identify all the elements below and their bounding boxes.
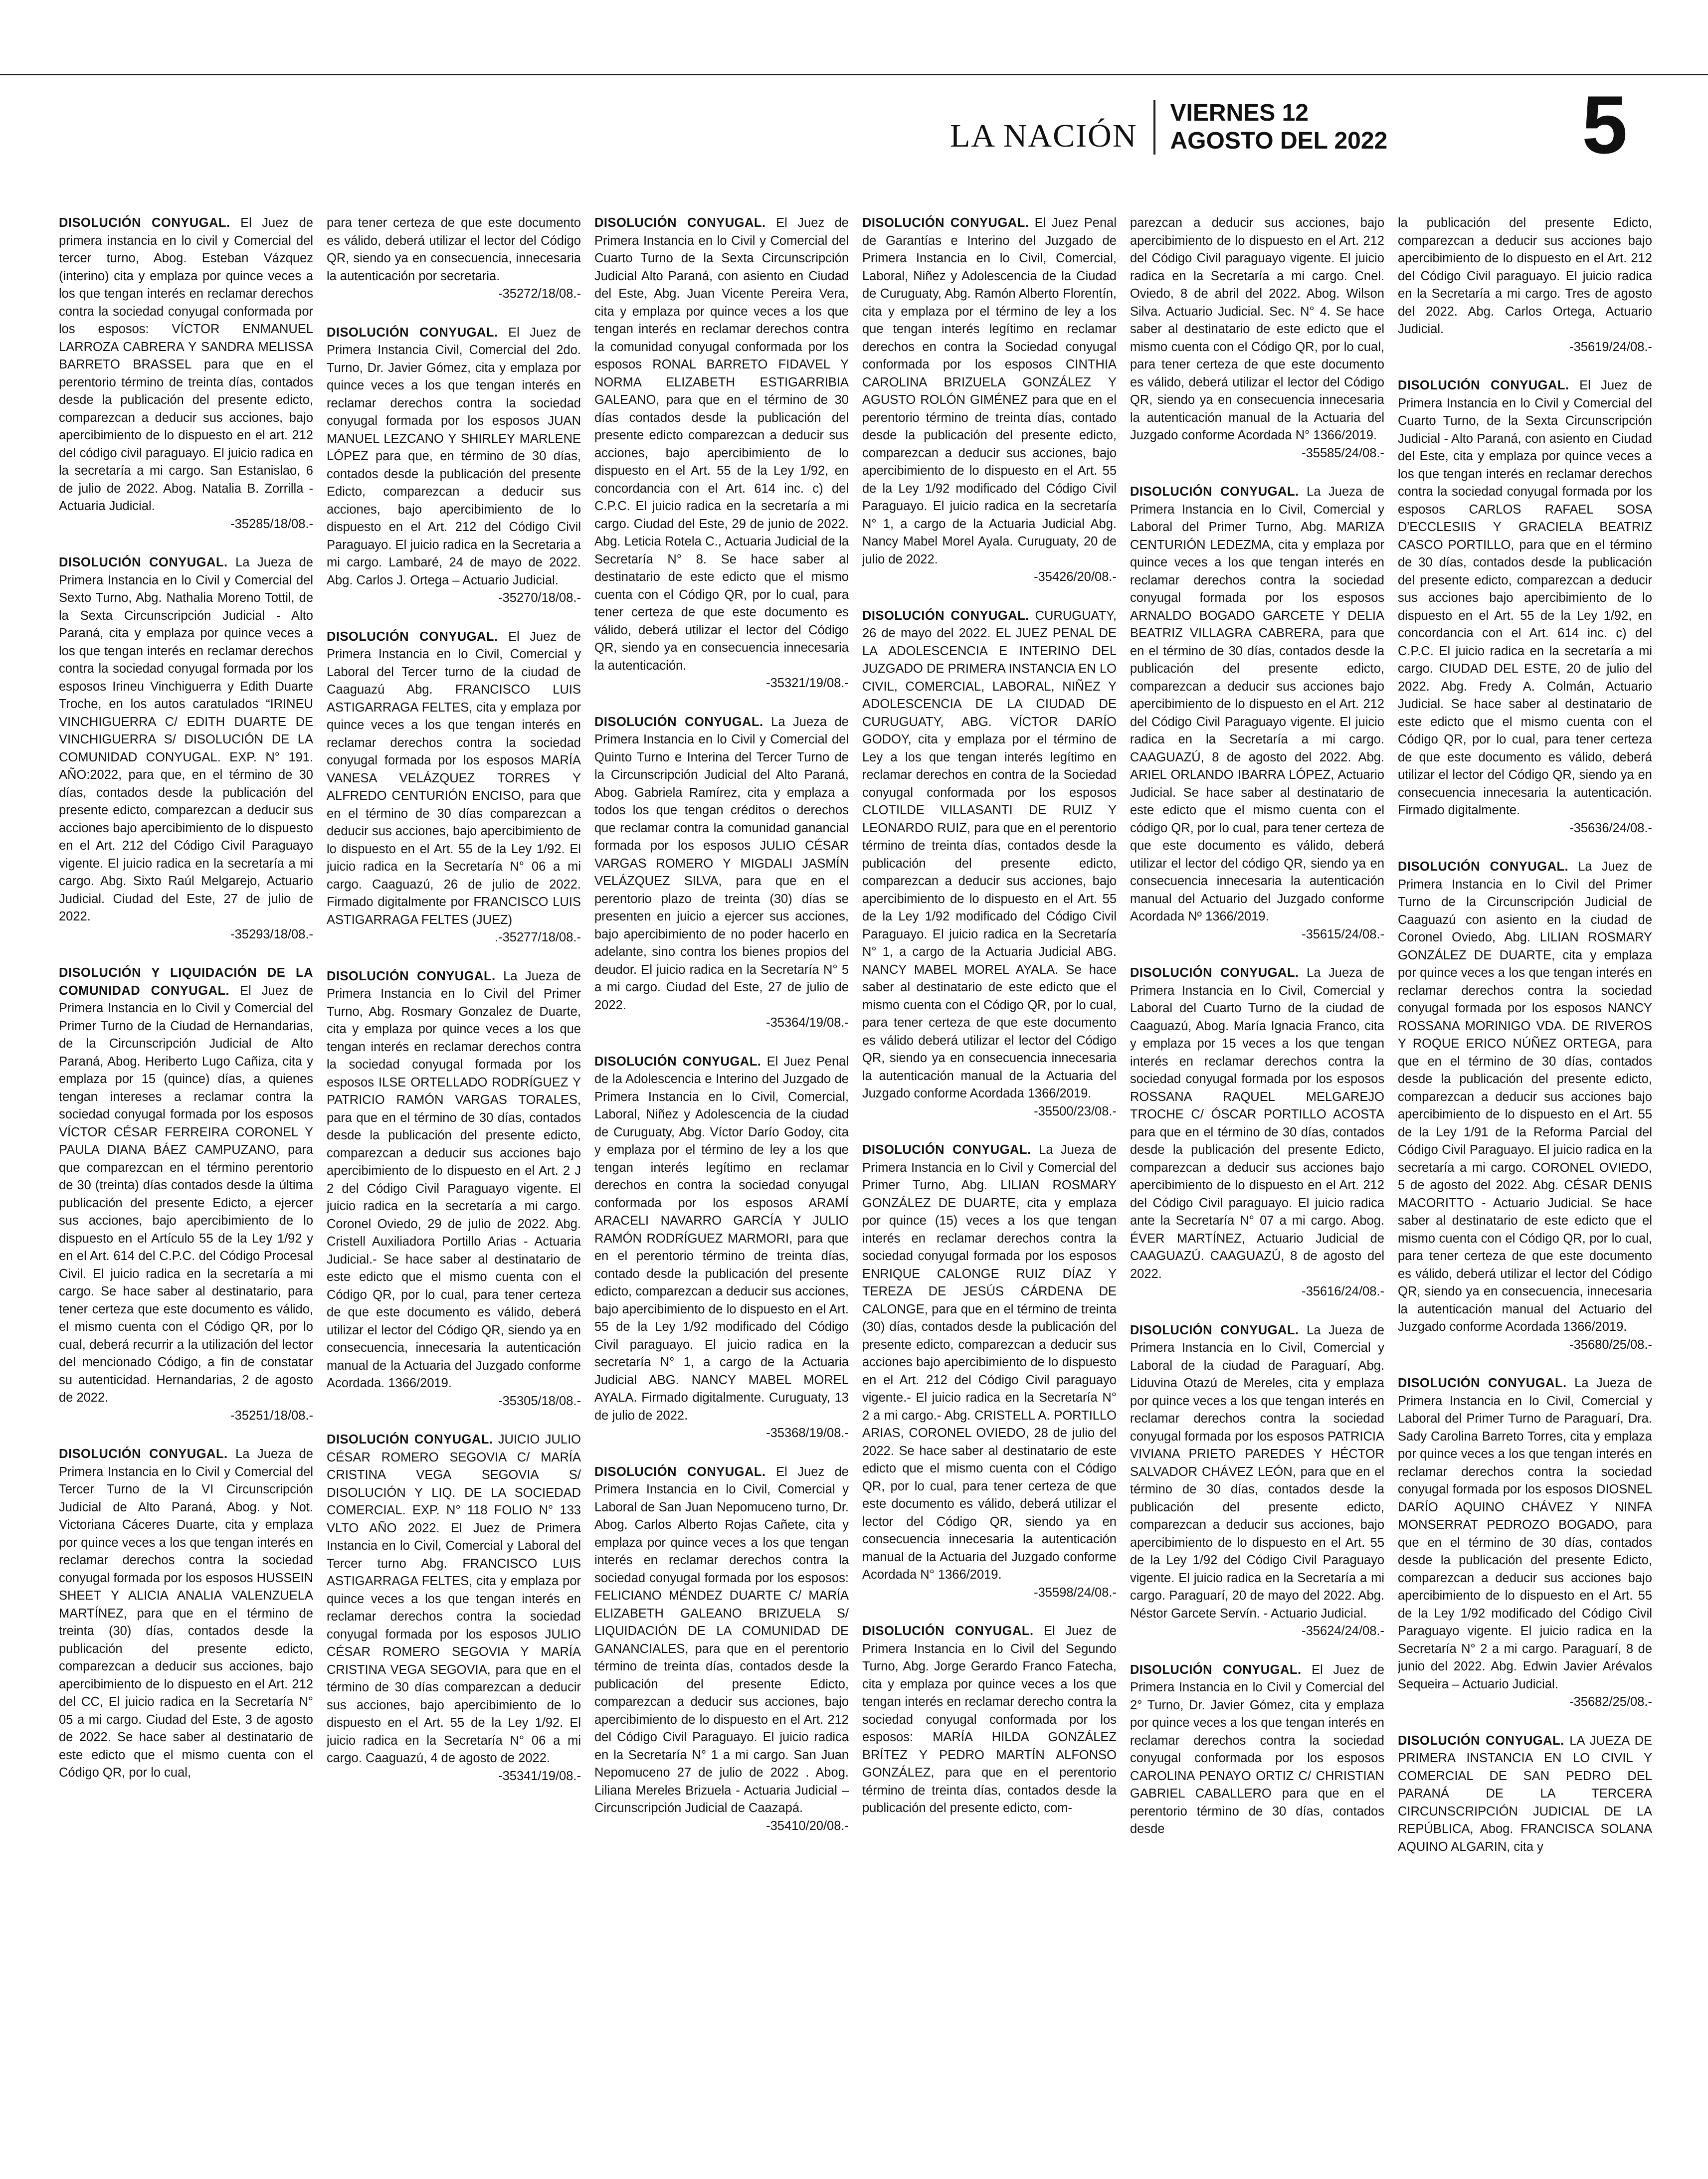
- newspaper-logo: LA NACIÓN: [950, 118, 1138, 154]
- notice-body: La Jueza de Primera Instancia en lo Civil, Comercial y Laboral del Primer Turno de Paraguarí, Dra. Sady Carolina Barreto Torres, cita y emplaza por quince veces a los que tengan interés en reclamar derechos contra la sociedad conyugal formada por los esposos DIOSNEL DARÍO AQUINO CHÁVEZ Y NINFA MONSERRAT PEDROZO BOGADO, para que en el término de 30 días, contados desde la publicación del presente Edicto, comparezcan a deducir sus acciones bajo apercibimiento de lo dispuesto en el Art. 55 de la Ley 1/92 modificado del Código Civil Paraguayo vigente. El juicio radica en la Secretaría N° 2 a mi cargo. Paraguarí, 8 de junio del 2022. Abg. Edwin Javier Arévalos Sequeira – Actuario Judicial.: [1398, 1376, 1652, 1691]
- column-4: [862, 214, 1117, 2159]
- column-1: [59, 214, 313, 2159]
- notice-body: La Jueza de Primera Instancia en lo Civil, Comercial y Laboral del Primer Turno, Abg. MARIZA CENTURIÓN LEDEZMA, cita y emplaza por quince veces a los que tengan interés en reclamar derechos contra la sociedad conyugal formada por los esposos ARNALDO BOGADO GARCETE Y DELIA BEATRIZ VILLAGRA CABRERA, para que en el término de 30 días, contados desde la publicación del presente edicto, comparezcan a deducir sus acciones bajo apercibimiento de lo dispuesto en el Art. 212 del Código Civil Paraguayo vigente. El juicio radica en la Secretaría a mi cargo. CAAGUAZÚ, 8 de agosto del 2022. Abg. ARIEL ORLANDO IBARRA LÓPEZ, Actuario Judicial. Se hace saber al destinatario de este edicto que el mismo cuenta con el código QR, por lo cual, para tener certeza de que este documento es válido, deberá utilizar el lector del código QR, siendo ya en consecuencia innecesaria la autenticación manual del Actuario del Juzgado conforme Acordada Nº 1366/2019.: [1130, 485, 1384, 923]
- notice-heading: DISOLUCIÓN CONYUGAL.: [594, 1464, 766, 1479]
- issue-date: [1170, 99, 1388, 155]
- column-5: [1130, 214, 1384, 2159]
- notice-heading: DISOLUCIÓN CONYUGAL.: [327, 325, 498, 340]
- notice-body: El Juez de primera instancia en lo civil y Comercial del tercer turno, Abog. Esteban Vázquez (interino) cita y emplaza por quince veces a los que tengan interés en reclamar derechos contra la sociedad conyugal conformada por los esposos: VÍCTOR ENMANUEL LARROZA CABRERA Y SANDRA MELISSA BARRETO BRASSEL para que en el perentorio término de treinta días, contados desde la publicación del presente edicto, comparezcan a deducir sus acciones, bajo apercibimiento de lo dispuesto en el art. 212 del código civil paraguayo. El juicio radica en la secretaría a mi cargo. San Estanislao, 6 de julio de 2022. Abog. Natalia B. Zorrilla - Actuaria Judicial.: [59, 216, 313, 513]
- notice-heading: DISOLUCIÓN CONYUGAL.: [1398, 1733, 1564, 1748]
- legal-notice: [1130, 1322, 1384, 1640]
- notice-reference: -35305/18/08.-: [498, 1394, 581, 1408]
- notice-body: El Juez de Primera Instancia en lo Civil y Comercial del 2° Turno, Dr. Javier Gómez, cita y emplaza por quince veces a los que tengan interés en reclamar derechos contra la sociedad conyugal conformada por los esposos CAROLINA PENAYO ORTIZ C/ CHRISTIAN GABRIEL CABALLERO para que en el perentorio término de 30 días, contados desde: [1130, 1662, 1384, 1836]
- legal-notice: [59, 1446, 313, 1782]
- notice-heading: DISOLUCIÓN CONYUGAL.: [59, 555, 228, 569]
- notice-body: La Jueza de Primera Instancia en lo Civil, Comercial y Laboral de la ciudad de Paraguarí, Abg. Liduvina Otazú de Mereles, cita y emplaza por quince veces a los que tengan interés en reclamar derechos contra la sociedad conyugal formada por los esposos PATRICIA VIVIANA PRIETO PAREDES Y HÉCTOR SALVADOR CHÁVEZ LEÓN, para que en el término de 30 días, contados desde la publicación del presente edicto, comparezcan a deducir sus acciones, bajo apercibimiento de lo dispuesto en el Art. 55 de la Ley 1/92 del Código Civil Paraguayo vigente. El juicio radica en la Secretaría a mi cargo. Paraguarí, 20 de mayo del 2022. Abg. Néstor Garcete Servín. - Actuario Judicial.: [1130, 1323, 1384, 1621]
- issue-date-line2: AGOSTO DEL 2022: [1170, 128, 1388, 154]
- notice-heading: DISOLUCIÓN CONYUGAL.: [862, 608, 1029, 623]
- notice-body: la publicación del presente Edicto, comparezcan a deducir sus acciones bajo apercibimiento de lo dispuesto en el Art. 212 del Código Civil paraguayo. El juicio radica en la Secretaría a mi cargo. Tres de agosto del 2022. Abg. Carlos Ortega, Actuario Judicial.: [1398, 216, 1652, 336]
- legal-notice: [327, 628, 581, 947]
- notice-body: El Juez de Primera Instancia en lo Civil y Comercial del Cuarto Turno, de la Sexta Circunscripción Judicial - Alto Paraná, con asiento en Ciudad del Este, cita y emplaza por quince veces a los que tengan interés en reclamar derechos contra la sociedad conyugal formada por los esposos CARLOS RAFAEL SOSA D'ECCLESIIS Y GRACIELA BEATRIZ CASCO PORTILLO, para que en el término de 30 días, contados desde la publicación del presente edicto, comparezcan a deducir sus acciones bajo apercibimiento de lo dispuesto en el Art. 55 de la Ley 1/92, en concordancia con el Art. 614 inc. c) del C.P.C. El juicio radica en la secretaría a mi cargo. CIUDAD DEL ESTE, 20 de julio del 2022. Abg. Fredy A. Colmán, Actuario Judicial. Se hace saber al destinatario de este edicto que el mismo cuenta con el Código QR, por lo cual, para tener certeza de que este documento es válido, deberá utilizar el lector del Código QR, siendo ya en consecuencia innecesaria la autenticación. Firmado digitalmente.: [1398, 378, 1652, 817]
- notice-reference: -35680/25/08.-: [1569, 1337, 1652, 1352]
- notice-heading: DISOLUCIÓN CONYUGAL.: [327, 1433, 493, 1447]
- legal-notice: [594, 1053, 849, 1443]
- notice-heading: DISOLUCIÓN CONYUGAL.: [1398, 378, 1569, 392]
- notice-heading: DISOLUCIÓN CONYUGAL.: [1398, 860, 1569, 874]
- notice-reference: -35636/24/08.-: [1569, 821, 1652, 835]
- notice-heading: DISOLUCIÓN CONYUGAL.: [862, 1624, 1034, 1638]
- notice-body: La Jueza de Primera Instancia en lo Civil, Comercial y Laboral del Cuarto Turno de la ciudad de Caaguazú, Abog. María Ignacia Franco, cita y emplaza por 15 veces a los que tengan interés en reclamar derechos contra la sociedad conyugal formada por los esposos ROSSANA RAQUEL MELGAREJO TROCHE C/ ÓSCAR PORTILLO ACOSTA para que en el término de 30 días, contados desde la publicación del presente Edicto, comparezcan a deducir sus acciones bajo apercibimiento de lo dispuesto en el Art. 212 del Código Civil paraguayo. El juicio radica ante la Secretaría N° 07 a mi cargo. Abog. ÉVER MARTÍNEZ, Actuario Judicial de CAAGUAZÚ. CAAGUAZÚ, 8 de agosto del 2022.: [1130, 966, 1384, 1281]
- page-number: 5: [1582, 79, 1628, 171]
- legal-notice: [862, 1141, 1117, 1602]
- notice-reference: -35682/25/08.-: [1569, 1695, 1652, 1709]
- notice-heading: DISOLUCIÓN CONYUGAL.: [594, 1054, 761, 1069]
- notice-body: parezcan a deducir sus acciones, bajo apercibimiento de lo dispuesto en el Art. 212 del Código Civil paraguayo vigente. El juicio radica en la Secretaría a mi cargo. Cnel. Oviedo, 8 de abril del 2022. Abog. Wilson Silva. Actuario Judicial. Sec. N° 4. Se hace saber al destinatario de este edicto que el mismo cuenta con el Código QR, por lo cual, para tener certeza de que este documento es válido, deberá utilizar el lector del Código QR, siendo ya en consecuencia innecesaria la autenticación manual de la Actuaria del Juzgado conforme Acordada N° 1366/2019.: [1130, 216, 1384, 442]
- column-2: [327, 214, 581, 2159]
- notice-body: La Jueza de Primera Instancia en lo Civil y Comercial del Primer Turno, Abg. LILIAN ROSMARY GONZÁLEZ DE DUARTE, cita y emplaza por quince (15) veces a los que tengan interés en reclamar derechos contra la sociedad conyugal formada por los esposos ENRIQUE CALONGE RUIZ DÍAZ Y TEREZA DE JESÚS CÁRDENA DE CALONGE, para que en el término de treinta (30) días, contados desde la publicación del presente edicto, comparezcan a deducir sus acciones bajo apercibimiento de lo dispuesto en el Art. 212 del Código Civil paraguayo vigente.- El juicio radica en la Secretaría N° 2 a mi cargo.- Abg. CRISTELL A. PORTILLO ARIAS, CORONEL OVIEDO, 28 de julio del 2022. Se hace saber al destinatario de este edicto que el mismo cuenta con el Código QR, por lo cual, para tener certeza de que este documento es válido, deberá utilizar el lector del Código QR, siendo ya en consecuencia innecesaria la autenticación manual de la Actuaria del Juzgado conforme Acordada N° 1366/2019.: [862, 1143, 1117, 1582]
- notice-reference: -35598/24/08.-: [1034, 1585, 1117, 1600]
- notice-heading: DISOLUCIÓN CONYUGAL.: [862, 1143, 1031, 1157]
- notice-reference: -35616/24/08.-: [1302, 1284, 1384, 1298]
- legal-notice: [594, 214, 849, 693]
- legal-notice: [1398, 214, 1652, 356]
- notice-reference: -35272/18/08.-: [498, 287, 581, 301]
- legal-notice: [1398, 377, 1652, 837]
- notice-body: El Juez de Primera Instancia en lo Civil y Comercial del Primer Turno de la Ciudad de Hernandarias, de la Circunscripción Judicial de Alto Paraná, Abog. Heriberto Lugo Cañiza, cita y emplaza por 15 (quince) días, a quienes tengan intereses a reclamar contra la sociedad conyugal formada por los esposos VÍCTOR CÉSAR FERREIRA CORONEL Y PAULA DIANA BÁEZ CAMPUZANO, para que comparezcan en el término perentorio de 30 (treinta) días contados desde la última publicación del presente Edicto, a ejercer sus acciones, bajo apercibimiento de lo dispuesto en el Artículo 55 de la Ley 1/92 y en el Art. 614 del C.P.C. del Código Procesal Civil. El juicio radica en la secretaría a mi cargo. Se hace saber al destinatario, para tener certeza que este documento es válido, el mismo cuenta con el Código QR, por lo cual, deberá recurrir a la utilización del lector del mencionado Código, a fin de constatar su autenticidad. Hernandarias, 2 de agosto de 2022.: [59, 983, 313, 1405]
- notice-body: El Juez de Primera Instancia en lo Civil, Comercial y Laboral del Tercer turno de la ciudad de Caaguazú Abg. FRANCISCO LUIS ASTIGARRAGA FELTES, cita y emplaza por quince veces a los que tengan interés en reclamar derechos contra la sociedad conyugal formada por los esposos MARÍA VANESA VELÁZQUEZ TORRES Y ALFREDO CENTURIÓN ENCISO, para que en el término de 30 días comparezcan a deducir sus acciones, bajo apercibimiento de lo dispuesto en el Art. 55 de la Ley 1/92. El juicio radica en la Secretaría N° 06 a mi cargo. Caaguazú, 26 de julio de 2022. Firmado digitalmente por FRANCISCO LUIS ASTIGARRAGA FELTES (JUEZ): [327, 629, 581, 927]
- legal-notice: [594, 714, 849, 1032]
- notice-body: El Juez de Primera Instancia en lo Civil y Comercial del Cuarto Turno de la Sexta Circunscripción Judicial Alto Paraná, con asiento en Ciudad del Este, Abg. Juan Vicente Pereira Vera, cita y emplaza por quince veces a los que tengan interés en reclamar derechos contra la comunidad conyugal conformada por los esposos RONAL BARRETO FIDAVEL Y NORMA ELIZABETH ESTIGARRIBIA GALEANO, para que en el término de 30 días contados desde la publicación del presente edicto comparezcan a deducir sus acciones, bajo apercibimiento de lo dispuesto en el Art. 55 de la Ley 1/92, en concordancia con el Art. 614 inc. c) del C.P.C. El juicio radica en la secretaría a mi cargo. Ciudad del Este, 29 de junio de 2022. Abg. Leticia Rotela C., Actuaria Judicial de la Secretaría N° 8. Se hace saber al destinatario de este edicto que el mismo cuenta con el Código QR, por lo cual, para tener certeza de que este documento es válido, deberá utilizar el lector del Código QR, siendo ya en consecuencia innecesaria la autenticación.: [594, 216, 849, 673]
- legal-notice: [1398, 858, 1652, 1354]
- notice-reference: -35585/24/08.-: [1302, 446, 1384, 460]
- legal-notice: [59, 554, 313, 943]
- notice-body: El Juez Penal de la Adolescencia e Interino del Juzgado de Primera Instancia en lo Civil, Comercial, Laboral, Niñez y Adolescencia de la ciudad de Curuguaty, Abg. Víctor Darío Godoy, cita y emplaza por el término de ley a los que tengan interés legítimo en reclamar derechos en contra la sociedad conyugal conformada por los esposos ARAMÍ ARACELI NAVARRO GARCÍA Y JULIO RAMÓN RODRÍGUEZ MARMORI, para que en el perentorio término de treinta días, contado desde la publicación del presente edicto, comparezcan a deducir sus acciones, bajo apercibimiento de lo dispuesto en el Art. 55 de la Ley 1/92 modificado del Código Civil paraguayo. El juicio radica en la secretaría N° 1, a cargo de la Actuaria Judicial ABG. NANCY MABEL MOREL AYALA. Firmado digitalmente. Curuguaty, 13 de julio de 2022.: [594, 1054, 849, 1423]
- legal-notice: [1130, 483, 1384, 943]
- notice-body: LA JUEZA DE PRIMERA INSTANCIA EN LO CIVIL Y COMERCIAL DE SAN PEDRO DEL PARANÁ DE LA TERCERA CIRCUNSCRIPCIÓN JUDICIAL DE LA REPÚBLICA, Abog. FRANCISCA SOLANA AQUINO ALGARIN, cita y: [1398, 1733, 1652, 1854]
- notice-reference: -35285/18/08.-: [230, 517, 313, 531]
- notice-reference: -35410/20/08.-: [766, 1818, 849, 1833]
- notice-body: El Juez de Primera Instancia Civil, Comercial del 2do. Turno, Dr. Javier Gómez, cita y emplaza por quince veces a los que tengan interés en reclamar derechos contra la sociedad conyugal formada por los esposos JUAN MANUEL LEZCANO Y SHIRLEY MARLENE LÓPEZ para que, en término de 30 días, contados desde la publicación del presente Edicto, comparezcan a deducir sus acciones, bajo apercibimiento de lo dispuesto en el Art. 212 del Código Civil Paraguayo. El juicio radica en la Secretaria a mi cargo. Lambaré, 24 de mayo de 2022. Abg. Carlos J. Ortega – Actuario Judicial.: [327, 325, 581, 587]
- notice-heading: DISOLUCIÓN CONYUGAL.: [594, 715, 763, 729]
- notice-heading: DISOLUCIÓN CONYUGAL.: [59, 216, 230, 230]
- notice-reference: -35293/18/08.-: [230, 927, 313, 941]
- notice-body: para tener certeza de que este documento es válido, deberá utilizar el lector del Código QR, siendo ya en consecuencia, innecesaria la autenticación por secretaria.: [327, 216, 581, 283]
- notice-body: El Juez Penal de Garantías e Interino del Juzgado de Primera Instancia en lo Civil, Comercial, Laboral, Niñez y Adolescencia de la Ciudad de Curuguaty, Abg. Ramón Alberto Florentín, cita y emplaza por el término de ley a los que tengan interés legítimo en reclamar derechos en contra la Sociedad conyugal conformada por los esposos CINTHIA CAROLINA BRIZUELA GONZÁLEZ Y AGUSTO ROLÓN GIMÉNEZ para que en el perentorio término de treinta días, contado desde la publicación del presente edicto, comparezcan a deducir sus acciones, bajo apercibimiento de lo dispuesto en el Art. 55 de la Ley 1/92 modificado del Código Civil Paraguayo. El juicio radica en la secretaría N° 1, a cargo de la Actuaria Judicial Abg. Nancy Mabel Morel Ayala. Curuguaty, 20 de julio de 2022.: [862, 216, 1117, 566]
- legal-notice: [862, 214, 1117, 586]
- notice-body: La Juez de Primera Instancia en lo Civil del Primer Turno de la Circunscripción Judicial de Caaguazú con asiento en la ciudad de Coronel Oviedo, Abg. LILIAN ROSMARY GONZÁLEZ DE DUARTE, cita y emplaza por quince veces a los que tengan interés en reclamar derechos contra la sociedad conyugal formada por los esposos NANCY ROSSANA MORINIGO VDA. DE RIVEROS Y ROQUE ERICO NÚÑEZ ORTEGA, para que en el término de 30 días, contados desde la publicación del presente edicto, comparezcan a deducir sus acciones bajo apercibimiento de lo dispuesto en el Art. 55 de la Ley 1/91 de la Reforma Parcial del Código Civil Paraguayo. El juicio radica en la secretaría a mi cargo. CORONEL OVIEDO, 5 de agosto del 2022. Abg. CÉSAR DENIS MACORITTO - Actuario Judicial. Se hace saber al destinatario de este edicto que el mismo cuenta con el Código QR, por lo cual, para tener certeza de que este documento es válido, deberá utilizar el lector del Código QR, siendo ya en consecuencia, innecesaria la autenticación manual del Actuario del Juzgado conforme Acordada 1366/2019.: [1398, 860, 1652, 1334]
- legal-notice: [327, 214, 581, 303]
- notice-heading: DISOLUCIÓN CONYUGAL.: [327, 629, 498, 644]
- issue-date-line1: VIERNES 12: [1170, 100, 1309, 126]
- notice-heading: DISOLUCIÓN CONYUGAL.: [1130, 485, 1299, 499]
- legal-notice: [1130, 1661, 1384, 1838]
- notice-heading: DISOLUCIÓN CONYUGAL.: [59, 1447, 228, 1461]
- notice-reference: -35270/18/08.-: [498, 591, 581, 605]
- legal-notice: [862, 1623, 1117, 1817]
- notice-heading: DISOLUCIÓN CONYUGAL.: [1130, 966, 1299, 980]
- notice-body: La Jueza de Primera Instancia en lo Civil y Comercial del Sexto Turno, Abg. Nathalia Moreno Tottil, de la Sexta Circunscripción Judicial - Alto Paraná, cita y emplaza por quince veces a los que tengan interés en reclamar derechos contra la sociedad conyugal formada por los esposos Irineu Vinchiguerra y Edith Duarte Troche, en los autos caratulados “IRINEU VINCHIGUERRA C/ EDITH DUARTE DE VINCHIGUERRA S/ DISOLUCIÓN DE LA COMUNIDAD CONYUGAL. EXP. N° 191. AÑO:2022, para que, en el término de 30 días, contados desde la publicación del presente edicto, comparezcan a deducir sus acciones bajo apercibimiento de lo dispuesto en el Art. 212 del Código Civil Paraguayo vigente. El juicio radica en la secretaría a mi cargo. Abg. Sixto Raúl Melgarejo, Actuario Judicial. Ciudad del Este, 27 de julio de 2022.: [59, 555, 313, 923]
- notice-heading: DISOLUCIÓN CONYUGAL.: [1130, 1323, 1299, 1337]
- notice-body: La Jueza de Primera Instancia en lo Civil y Comercial del Tercer Turno de la VI Circunscripción Judicial de Alto Paraná, Abog. y Not. Victoriana Cáceres Duarte, cita y emplaza por quince veces a los que tengan interés en reclamar derechos contra la sociedad conyugal formada por los esposos HUSSEIN SHEET Y ALICIA ANALIA VALENZUELA MARTÍNEZ, para que en el término de treinta (30) días, contados desde la publicación del presente edicto, comparezcan a deducir sus acciones, bajo apercibimiento de lo dispuesto en el Art. 212 del CC, El juicio radica en la Secretaría N° 05 a mi cargo. Ciudad del Este, 3 de agosto de 2022. Se hace saber al destinatario de este edicto que el mismo cuenta con el Código QR, por lo cual,: [59, 1447, 313, 1780]
- legal-notice: [1398, 1732, 1652, 1856]
- legal-notice: [327, 968, 581, 1411]
- legal-notice: [1398, 1375, 1652, 1711]
- notice-body: CURUGUATY, 26 de mayo del 2022. EL JUEZ PENAL DE LA ADOLESCENCIA E INTERINO DEL JUZGADO DE PRIMERA INSTANCIA EN LO CIVIL, COMERCIAL, LABORAL, NIÑEZ Y ADOLESCENCIA DE LA CIUDAD DE CURUGUATY, ABG. VÍCTOR DARÍO GODOY, cita y emplaza por el término de Ley a los que tengan interés legítimo en reclamar derechos en contra de la Sociedad conyugal conformada por los esposos CLOTILDE VILLASANTI DE RUIZ Y LEONARDO RUIZ, para que en el perentorio término de treinta días, contados desde la publicación del presente edicto, comparezcan a deducir sus acciones, bajo apercibimiento de lo dispuesto en el Art. 55 de la Ley 1/92 modificado del Código Civil Paraguayo. El juicio radica en la Secretaría N° 1, a cargo de la Actuaria Judicial ABG. NANCY MABEL MOREL AYALA. Se hace saber al destinatario de este edicto que el mismo cuenta con el Código QR, por lo cual, para tener certeza de que este documento es válido deberá utilizar el lector del Código QR, siendo ya en consecuencia innecesaria la autenticación manual de la Actuaria del Juzgado conforme Acordada 1366/2019.: [862, 608, 1117, 1100]
- top-rule: [0, 74, 1708, 75]
- masthead-divider: [1153, 100, 1155, 155]
- notice-body: La Jueza de Primera Instancia en lo Civil y Comercial del Quinto Turno e Interina del Tercer Turno de la Circunscripción Judicial del Alto Paraná, Abog. Gabriela Ramírez, cita y emplaza a todos los que tengan créditos o derechos que reclamar contra la comunidad ganancial formada por los esposos JULIO CÉSAR VARGAS ROMERO Y MIGDALI JASMÍN VELÁZQUEZ SILVA, para que en el perentorio plazo de treinta (30) días se presenten en juicio a ejercer sus acciones, bajo apercibimiento de no poder hacerlo en adelante, sino contra los bienes propios del deudor. El juicio radica en la Secretaría N° 5 a mi cargo. Ciudad del Este, 27 de julio de 2022.: [594, 715, 849, 1012]
- notice-reference: -35251/18/08.-: [230, 1408, 313, 1423]
- notice-heading: DISOLUCIÓN CONYUGAL.: [1130, 1662, 1302, 1677]
- legal-notice: [327, 1431, 581, 1785]
- legal-notice: [59, 964, 313, 1425]
- notice-reference: -35426/20/08.-: [1034, 570, 1117, 584]
- notice-reference: -35615/24/08.-: [1302, 927, 1384, 941]
- legal-notice: [1130, 964, 1384, 1301]
- column-3: [594, 214, 849, 2159]
- notice-body: El Juez de Primera Instancia en lo Civil, Comercial y Laboral de San Juan Nepomuceno turno, Dr. Abog. Carlos Alberto Rojas Cañete, cita y emplaza por quince veces a los que tengan interés en reclamar derechos contra la sociedad conyugal formada por los esposos: FELICIANO MÉNDEZ DUARTE C/ MARÍA ELIZABETH GALEANO BRIZUELA S/ LIQUIDACIÓN DE LA COMUNIDAD DE GANANCIALES, para que en el perentorio término de treinta días, contados desde la publicación del presente Edicto, comparezcan a deducir sus acciones, bajo apercibimiento de lo dispuesto en el Art. 212 del Código Civil Paraguayo. El juicio radica en la Secretaría N° 1 a mi cargo. San Juan Nepomuceno 27 de julio de 2022 . Abog. Liliana Mereles Brizuela - Actuaria Judicial – Circunscripción Judicial de Caazapá.: [594, 1464, 849, 1815]
- notice-heading: DISOLUCIÓN CONYUGAL.: [327, 969, 496, 983]
- notice-heading: DISOLUCIÓN CONYUGAL.: [594, 216, 766, 230]
- notice-reference: .-35277/18/08.-: [495, 930, 581, 944]
- legal-notice: [594, 1463, 849, 1835]
- notice-reference: -35619/24/08.-: [1569, 340, 1652, 354]
- legal-notice: [327, 324, 581, 607]
- masthead: [950, 97, 1387, 157]
- legal-notice: [59, 214, 313, 533]
- notice-body: JUICIO JULIO CÉSAR ROMERO SEGOVIA C/ MARÍA CRISTINA VEGA SEGOVIA S/ DISOLUCIÓN Y LIQ. DE LA SOCIEDAD COMERCIAL. EXP. N° 118 FOLIO N° 133 VLTO AÑO 2022. El Juez de Primera Instancia en lo Civil, Comercial y Laboral del Tercer turno Abg. FRANCISCO LUIS ASTIGARRAGA FELTES, cita y emplaza por quince veces a los que tengan interés en reclamar derechos contra la sociedad conyugal formada por los esposos JULIO CÉSAR ROMERO SEGOVIA Y MARÍA CRISTINA VEGA SEGOVIA, para que en el término de 30 días comparezcan a deducir sus acciones, bajo apercibimiento de lo dispuesto en el Art. 55 de la Ley 1/92. El juicio radica en la Secretaría N° 06 a mi cargo. Caaguazú, 4 de agosto de 2022.: [327, 1433, 581, 1765]
- notice-heading: DISOLUCIÓN CONYUGAL.: [1398, 1376, 1567, 1390]
- notice-reference: -35341/19/08.-: [498, 1769, 581, 1783]
- notice-reference: -35624/24/08.-: [1302, 1624, 1384, 1638]
- column-6: [1398, 214, 1652, 2159]
- legal-notice: [862, 607, 1117, 1121]
- legal-notice: [1130, 214, 1384, 462]
- notice-body: La Jueza de Primera Instancia en lo Civil del Primer Turno, Abg. Rosmary Gonzalez de Duarte, cita y emplaza por quince veces a los que tengan interés en reclamar derechos contra la sociedad conyugal formada por los esposos ILSE ORTELLADO RODRÍGUEZ Y PATRICIO RAMÓN VARGAS TORALES, para que en el término de 30 días, contados desde la publicación del presente edicto, comparezcan a deducir sus acciones bajo apercibimiento de lo dispuesto en el Art. 2 J 2 del Código Civil Paraguayo vigente. El juicio radica en la secretaría a mi cargo. Coronel Oviedo, 29 de julio de 2022. Abg. Cristell Auxiliadora Portillo Arias - Actuaria Judicial.- Se hace saber al destinatario de este edicto que el mismo cuenta con el Código QR, por lo cual, para tener certeza de que este documento es válido, deberá utilizar el lector del Código QR, siendo ya en consecuencia, innecesaria la autenticación manual de la Actuaria del Juzgado conforme Acordada. 1366/2019.: [327, 969, 581, 1390]
- notice-reference: -35368/19/08.-: [766, 1426, 849, 1440]
- notice-body: El Juez de Primera Instancia en lo Civil del Segundo Turno, Abg. Jorge Gerardo Franco Fatecha, cita y emplaza por quince veces a los que tengan interés en reclamar derecho contra la sociedad conyugal conformada por los esposos: MARÍA HILDA GONZÁLEZ BRÍTEZ Y PEDRO MARTÍN ALFONSO GONZÁLEZ, para que en el perentorio término de treinta días, contados desde la publicación del presente edicto, com-: [862, 1624, 1117, 1815]
- notice-heading: DISOLUCIÓN Y LIQUIDACIÓN DE LA COMUNIDAD CONYUGAL.: [59, 966, 313, 998]
- notice-heading: DISOLUCIÓN CONYUGAL.: [862, 216, 1029, 230]
- notice-reference: -35500/23/08.-: [1034, 1104, 1117, 1118]
- notice-reference: -35364/19/08.-: [766, 1016, 849, 1030]
- notice-reference: -35321/19/08.-: [766, 676, 849, 690]
